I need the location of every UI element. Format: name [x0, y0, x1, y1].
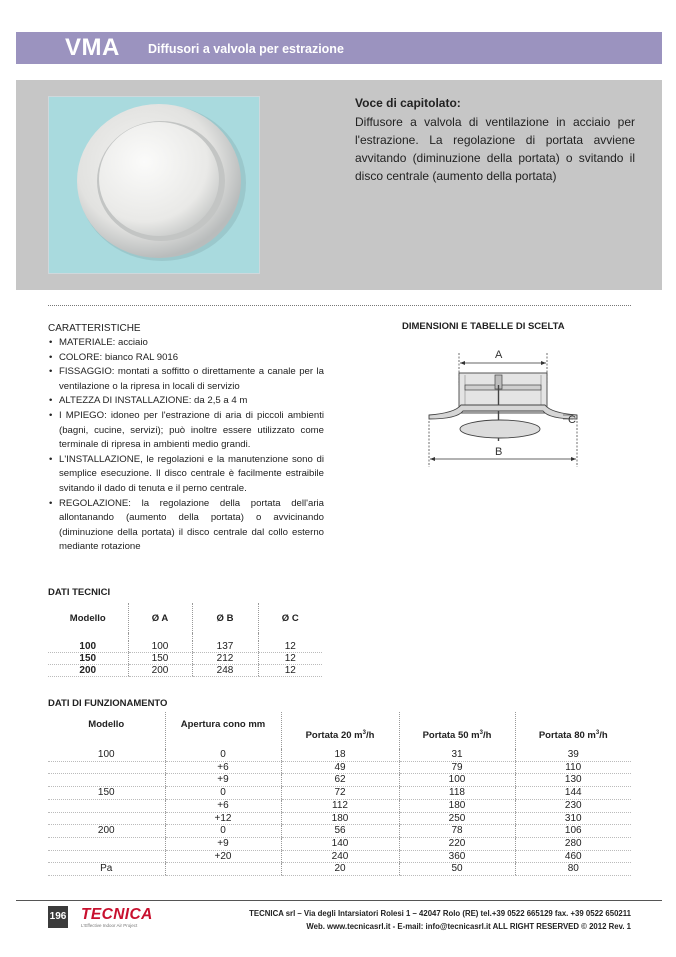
cell [48, 761, 165, 774]
table-row [48, 665, 322, 677]
cell: 240 [281, 850, 399, 863]
spec-text: Diffusore a valvola di ventilazione in acciaio per l'estrazione. La regolazione di portata avviene avvitando (diminuzione della portata) o svitando il disco centrale (aumento della portata) [355, 115, 635, 183]
characteristics-title: CARATTERISTICHE [48, 323, 141, 334]
cell: +6 [165, 761, 281, 774]
cell: 250 [399, 812, 515, 825]
dimension-drawing [425, 345, 581, 470]
cell: 150 [48, 787, 165, 800]
cell: 118 [399, 787, 515, 800]
cell: 130 [515, 774, 631, 787]
cell: 72 [281, 787, 399, 800]
cell: 12 [258, 653, 322, 665]
logo-wordmark: TECNICA [81, 906, 153, 923]
cell: 20 [281, 863, 399, 876]
cell: 180 [399, 799, 515, 812]
cell: +9 [165, 774, 281, 787]
cell: 144 [515, 787, 631, 800]
cell: 280 [515, 837, 631, 850]
cell: 150 [48, 653, 128, 665]
func-data-table [48, 712, 631, 876]
cell: 31 [399, 749, 515, 761]
cell: 0 [165, 749, 281, 761]
cell: 100 [48, 749, 165, 761]
product-photo [48, 96, 260, 274]
tech-data-table [48, 603, 322, 677]
col-header: Apertura cono mm [165, 712, 281, 749]
cell: 39 [515, 749, 631, 761]
footer-address: TECNICA srl – Via degli Intarsiatori Rolesi 1 – 42047 Rolo (RE) tel.+39 0522 665129 fax. +39 0522 650211 [249, 909, 631, 918]
cell: 150 [128, 653, 192, 665]
section-divider [48, 305, 631, 306]
cell: +20 [165, 850, 281, 863]
table-row [48, 774, 631, 787]
footer-contacts: Web. www.tecnicasrl.it - E-mail: info@tecnicasrl.it ALL RIGHT RESERVED © 2012 Rev. 1 [306, 922, 631, 931]
cell: 180 [281, 812, 399, 825]
cell: 18 [281, 749, 399, 761]
footer-rule [16, 900, 662, 901]
list-item: • MATERIALE: acciaio [48, 336, 324, 351]
col-header: Ø A [128, 603, 192, 633]
cell: 62 [281, 774, 399, 787]
label-a: A [495, 349, 503, 361]
cell: 200 [48, 665, 128, 677]
table-row [48, 761, 631, 774]
cell [48, 837, 165, 850]
cell: Pa [48, 863, 165, 876]
cell: 106 [515, 825, 631, 838]
cell: 100 [128, 641, 192, 653]
cell: 310 [515, 812, 631, 825]
list-item: • L'INSTALLAZIONE, le regolazioni e la manutenzione sono di semplice esecuzione. Il disco centrale è facilmente estraibile svitando il dado di tenuta e il perno centrale. [48, 453, 324, 497]
cell: +9 [165, 837, 281, 850]
cell [48, 799, 165, 812]
list-item: • COLORE: bianco RAL 9016 [48, 351, 324, 366]
characteristics-list [48, 336, 324, 555]
cell: 0 [165, 825, 281, 838]
cell: 100 [48, 641, 128, 653]
tecnica-logo [81, 907, 161, 931]
table-row [48, 837, 631, 850]
list-item: • ALTEZZA DI INSTALLAZIONE: da 2,5 a 4 m [48, 394, 324, 409]
col-header: Portata 50 $m^3/h$ [399, 712, 515, 749]
dimensions-title: DIMENSIONI E TABELLE DI SCELTA [402, 321, 565, 332]
func-data-title: DATI DI FUNZIONAMENTO [48, 698, 168, 709]
cell: 137 [192, 641, 258, 653]
cell: 230 [515, 799, 631, 812]
table-row [48, 641, 322, 653]
cell: 49 [281, 761, 399, 774]
list-item: • I MPIEGO: idoneo per l'estrazione di aria di piccoli ambienti (bagni, cucine, servizi); può inoltre essere utilizzato come terminale di ripresa in ambienti medio grandi. [48, 409, 324, 453]
list-item: • FISSAGGIO: montati a soffitto o direttamente a canale per la ventilazione o la ripresa in locali di servizio [48, 365, 324, 394]
cell: 56 [281, 825, 399, 838]
cell: 12 [258, 665, 322, 677]
col-header: Modello [69, 612, 106, 624]
col-header: Ø C [258, 603, 322, 633]
cell: 200 [128, 665, 192, 677]
table-row [48, 749, 631, 761]
table-row [48, 812, 631, 825]
table-row [48, 653, 322, 665]
cell: 50 [399, 863, 515, 876]
cell: 79 [399, 761, 515, 774]
label-c: C [568, 414, 576, 426]
col-header: Portata 80 $m^3/h$ [515, 712, 631, 749]
cell: 200 [48, 825, 165, 838]
cell: 100 [399, 774, 515, 787]
cell: 212 [192, 653, 258, 665]
cell [48, 812, 165, 825]
cell: 248 [192, 665, 258, 677]
cell [48, 850, 165, 863]
page-number: 196 [48, 906, 68, 928]
table-row [48, 787, 631, 800]
cell: 140 [281, 837, 399, 850]
col-header: Portata 20 $m^3/h$ [281, 712, 399, 749]
tech-data-title: DATI TECNICI [48, 587, 111, 598]
col-header: Ø B [192, 603, 258, 633]
cell: 12 [258, 641, 322, 653]
cell: 220 [399, 837, 515, 850]
logo-tagline: L'Effective Indoor Air Project [81, 923, 138, 928]
table-row [48, 825, 631, 838]
spec-title: Voce di capitolato: [355, 96, 461, 110]
cell: +6 [165, 799, 281, 812]
cell: 78 [399, 825, 515, 838]
product-subtitle: Diffusori a valvola per estrazione [148, 42, 344, 56]
table-row [48, 799, 631, 812]
cell: 80 [515, 863, 631, 876]
cell: 460 [515, 850, 631, 863]
col-header: Modello [88, 719, 125, 730]
cell: 360 [399, 850, 515, 863]
list-item: • REGOLAZIONE: la regolazione della portata dell'aria allontanando (aumento della portata) o avvicinando (diminuzione della portata) il disco centrale dal collo esterno mediante rotazione [48, 497, 324, 555]
table-row [48, 850, 631, 863]
cell: +12 [165, 812, 281, 825]
cell: 110 [515, 761, 631, 774]
label-b: B [495, 446, 503, 458]
table-row [48, 863, 631, 876]
cell [165, 863, 281, 876]
product-code: VMA [65, 34, 120, 61]
cell [48, 774, 165, 787]
cell: 0 [165, 787, 281, 800]
cell: 112 [281, 799, 399, 812]
